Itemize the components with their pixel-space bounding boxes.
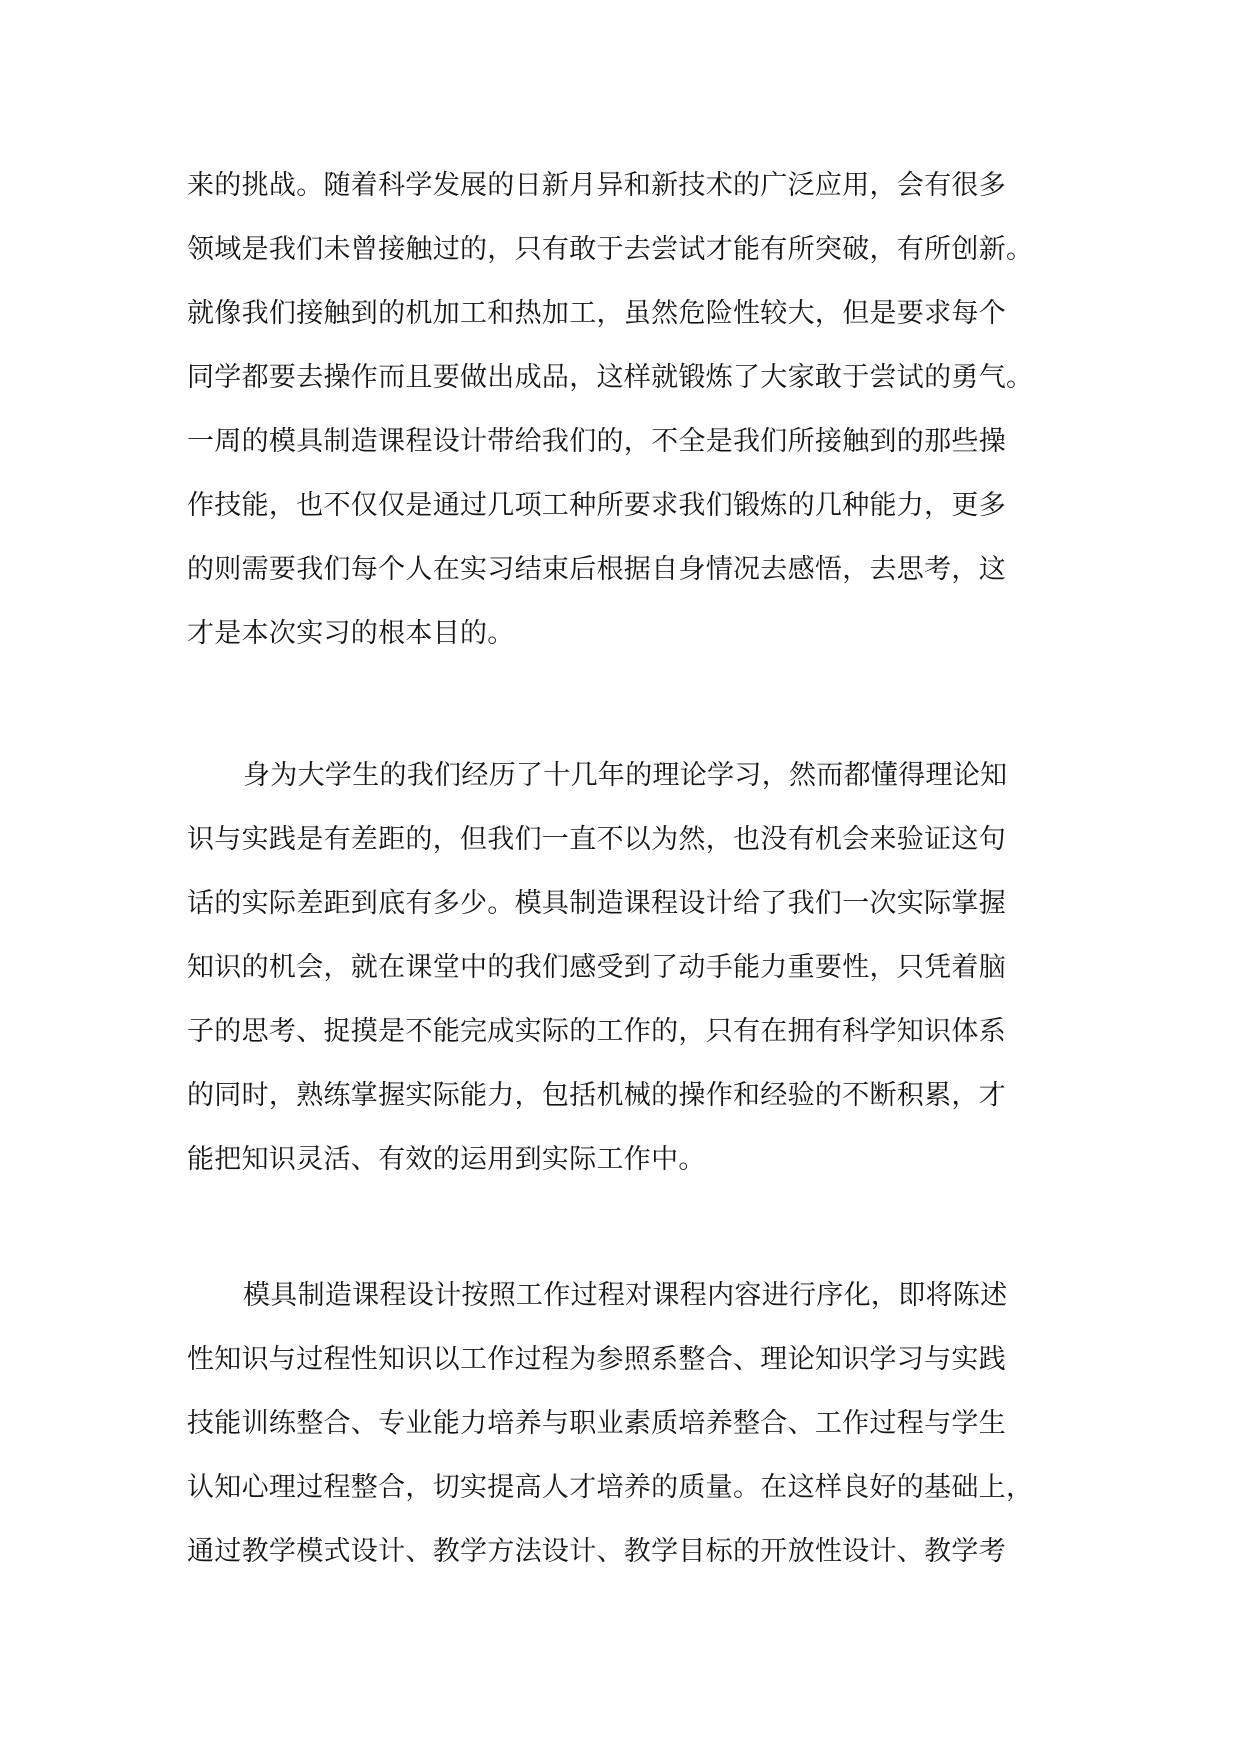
text-line: 知识的机会，就在课堂中的我们感受到了动手能力重要性，只凭着脑 — [187, 952, 1006, 983]
text-line: 来的挑战。随着科学发展的日新月异和新技术的广泛应用，会有很多 — [187, 170, 1006, 201]
paragraph-3 — [187, 1264, 1057, 1584]
text-line: 的则需要我们每个人在实习结束后根据自身情况去感悟，去思考，这 — [187, 554, 1006, 585]
text-line: 同学都要去操作而且要做出成品，这样就锻炼了大家敢于尝试的勇气。 — [187, 362, 1034, 393]
paragraph-2 — [187, 744, 1057, 1192]
text-line: 能把知识灵活、有效的运用到实际工作中。 — [187, 1144, 706, 1175]
text-line: 子的思考、捉摸是不能完成实际的工作的，只有在拥有科学知识体系 — [187, 1016, 1006, 1047]
text-line: 一周的模具制造课程设计带给我们的，不全是我们所接触到的那些操 — [187, 426, 1006, 457]
text-line: 作技能，也不仅仅是通过几项工种所要求我们锻炼的几种能力，更多 — [187, 490, 1006, 521]
text-line: 模具制造课程设计按照工作过程对课程内容进行序化，即将陈述 — [243, 1280, 1008, 1311]
text-line: 才是本次实习的根本目的。 — [187, 618, 515, 649]
text-line: 认知心理过程整合，切实提高人才培养的质量。在这样良好的基础上， — [187, 1472, 1034, 1503]
text-line: 领域是我们未曾接触过的，只有敢于去尝试才能有所突破，有所创新。 — [187, 234, 1034, 265]
text-line: 性知识与过程性知识以工作过程为参照系整合、理论知识学习与实践 — [187, 1344, 1006, 1375]
text-line: 技能训练整合、专业能力培养与职业素质培养整合、工作过程与学生 — [187, 1408, 1006, 1439]
text-line: 识与实践是有差距的，但我们一直不以为然，也没有机会来验证这句 — [187, 824, 1006, 855]
text-line: 的同时，熟练掌握实际能力，包括机械的操作和经验的不断积累，才 — [187, 1080, 1006, 1111]
text-line: 通过教学模式设计、教学方法设计、教学目标的开放性设计、教学考 — [187, 1536, 1006, 1567]
text-line: 身为大学生的我们经历了十几年的理论学习，然而都懂得理论知 — [243, 760, 1008, 791]
text-line: 话的实际差距到底有多少。模具制造课程设计给了我们一次实际掌握 — [187, 888, 1006, 919]
paragraph-1 — [187, 154, 1057, 666]
text-line: 就像我们接触到的机加工和热加工，虽然危险性较大，但是要求每个 — [187, 298, 1006, 329]
